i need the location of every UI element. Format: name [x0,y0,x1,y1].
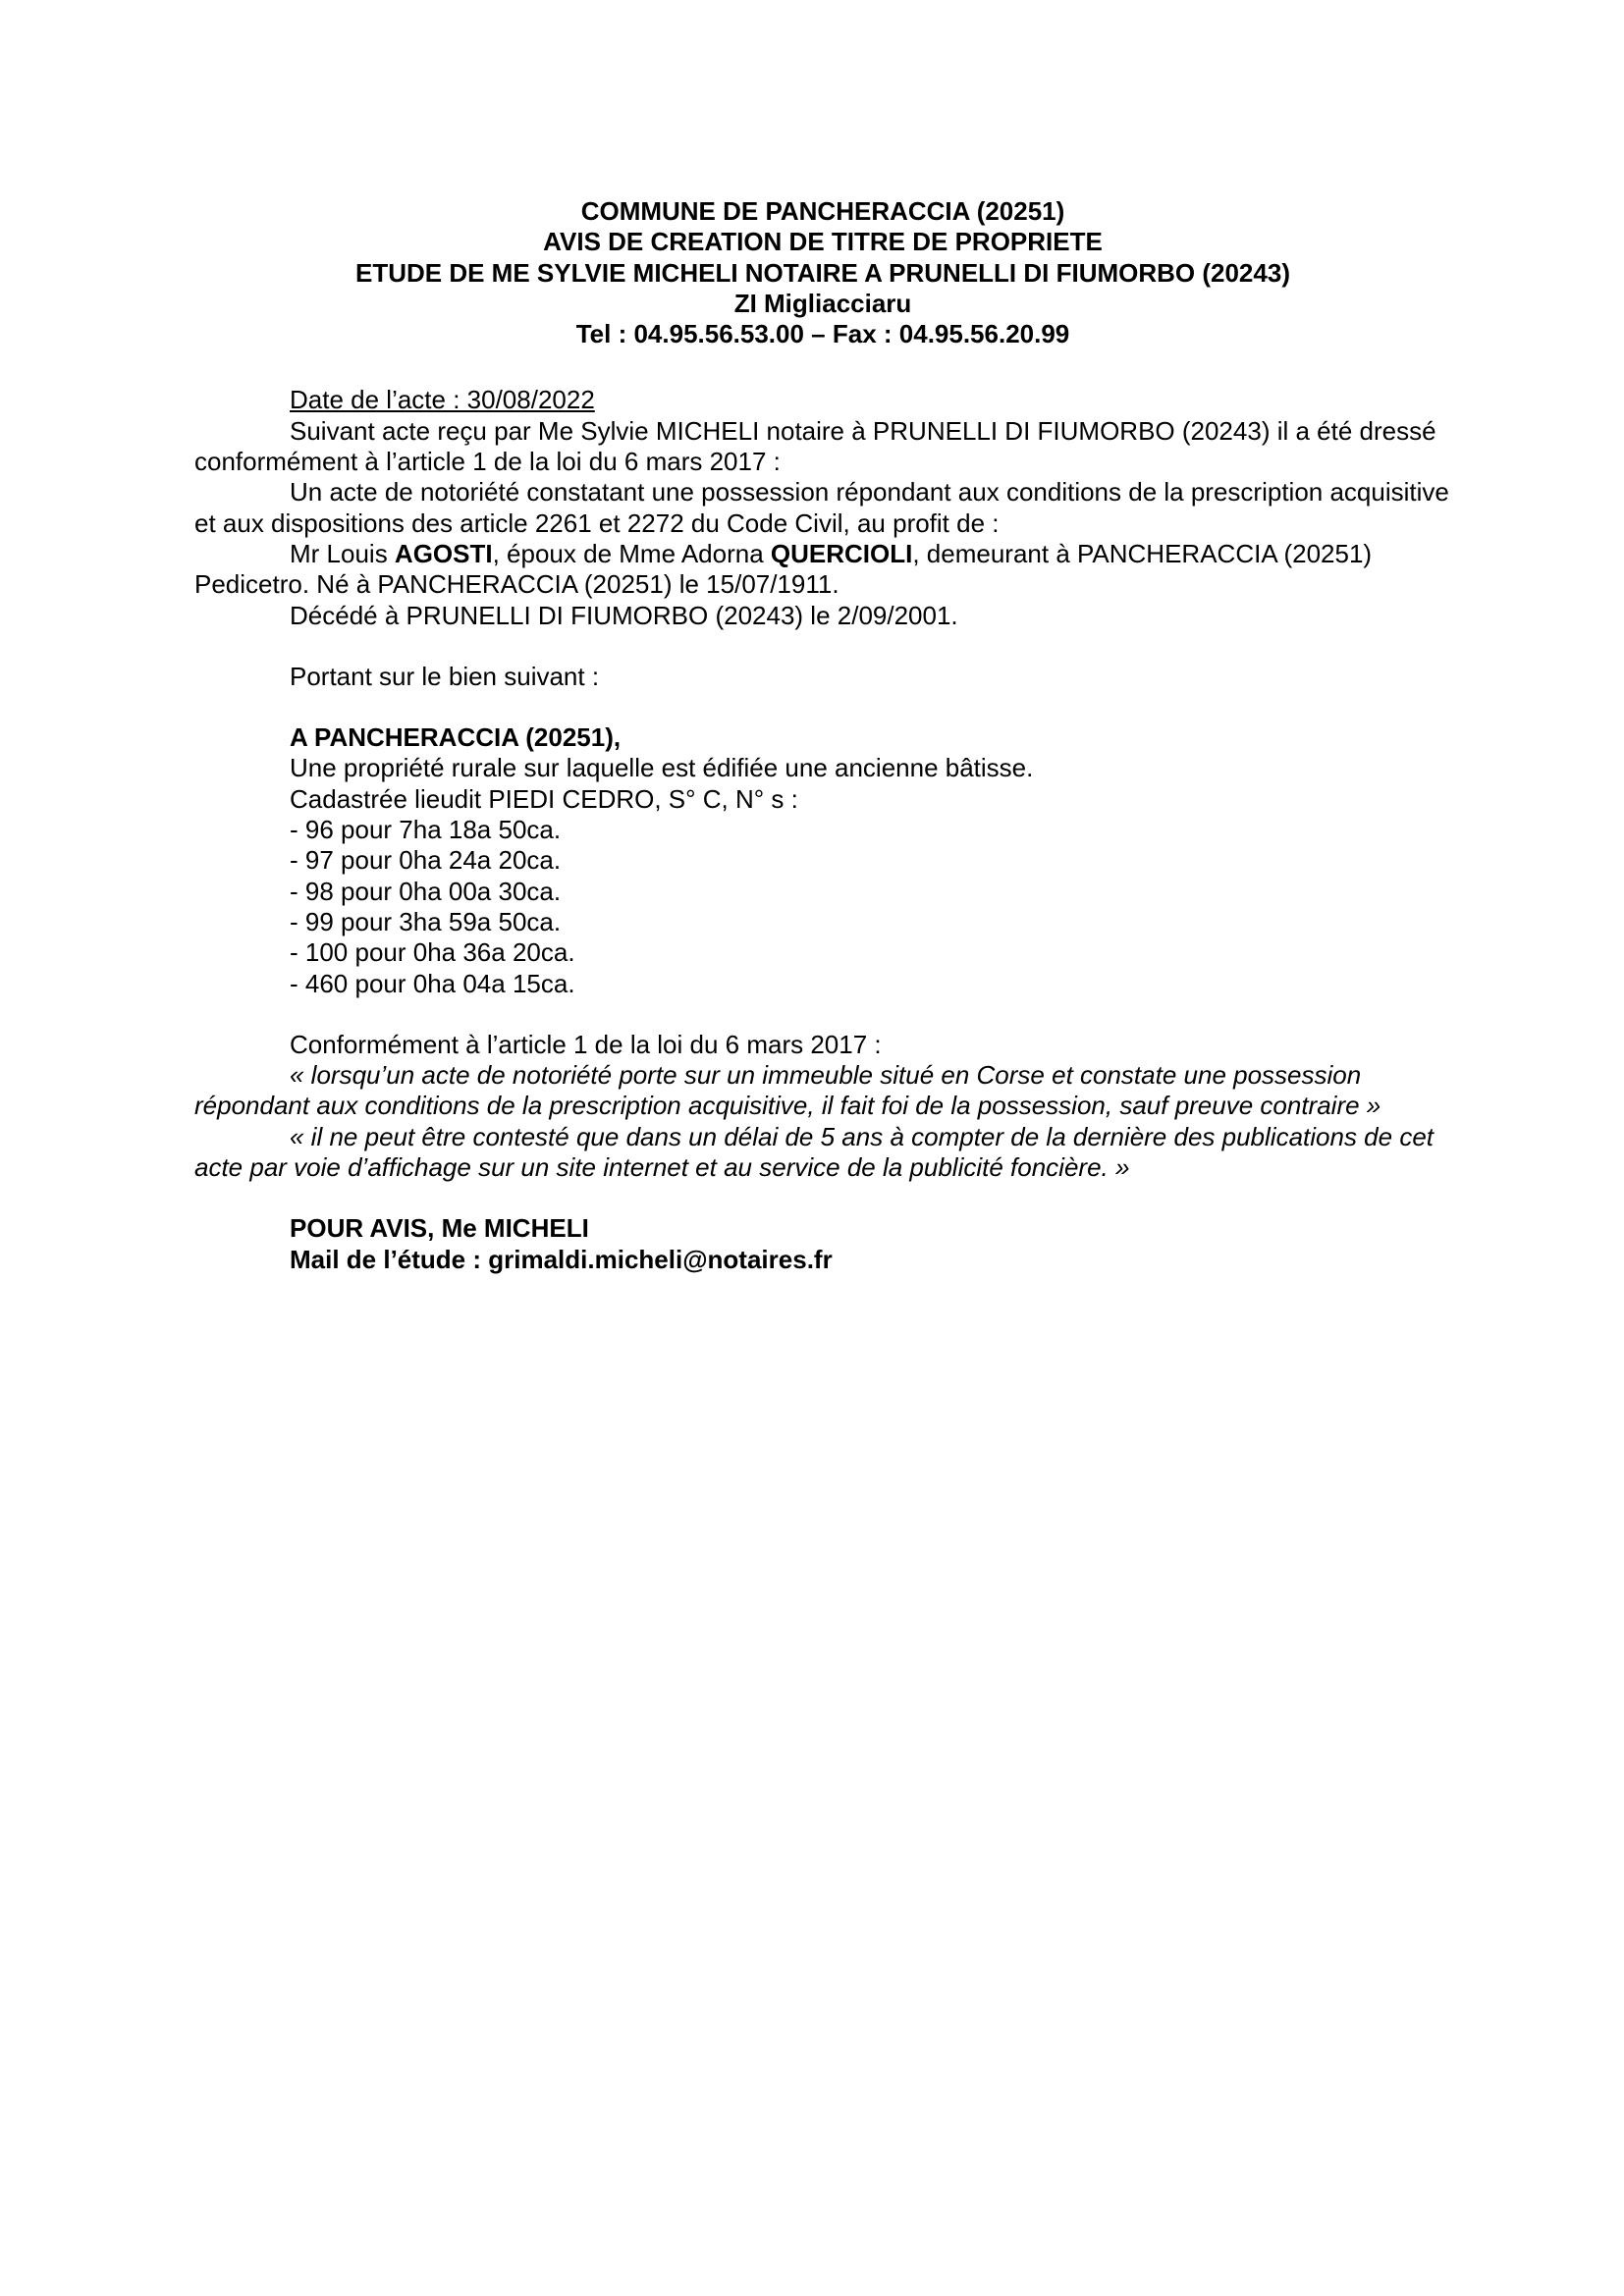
deces-line: Décédé à PRUNELLI DI FIUMORBO (20243) le 2/09/2001. [290,600,958,630]
parcel-item-96: - 96 pour 7ha 18a 50ca. [290,815,562,845]
beneficiaire-prefix: Mr Louis [290,538,395,568]
date-acte-text: Date de l’acte : 30/08/2022 [290,385,595,415]
parcel-item-460: - 460 pour 0ha 04a 15ca. [290,968,575,998]
portant-line: Portant sur le bien suivant : [290,661,600,691]
para-beneficiaire [194,539,1451,601]
pour-avis-line: POUR AVIS, Me MICHELI [290,1213,589,1244]
beneficiaire-middle: , époux de Mme Adorna [492,538,771,568]
header-line-tel-fax: Tel : 04.95.56.53.00 – Fax : 04.95.56.20.99 [575,319,1070,349]
beneficiaire-nom-quercioli: QUERCIOLI [770,538,913,568]
parcel-item-98: - 98 pour 0ha 00a 30ca. [290,876,562,906]
header-line-commune: COMMUNE DE PANCHERACCIA (20251) [580,196,1065,226]
parcel-list [194,815,1451,999]
document-header [194,196,1451,349]
document-body [194,385,1451,1274]
para-acte-notoriete: Un acte de notoriété constatant une possession répondant aux conditions de la prescription acquisitive et aux dispositions des article 2261 et 2272 du Code Civil, au profit de : [194,477,1449,538]
para-acte-recu: Suivant acte reçu par Me Sylvie MICHELI notaire à PRUNELLI DI FIUMORBO (20243) il a été dressé conformément à l’article 1 de la loi du 6 mars 2017 : [194,415,1436,477]
description-bien-line: Une propriété rurale sur laquelle est édifiée une ancienne bâtisse. [290,753,1034,783]
header-line-adresse: ZI Migliacciaru [733,288,912,318]
commune-bien-line: A PANCHERACCIA (20251), [290,722,622,753]
parcel-item-100: - 100 pour 0ha 36a 20ca. [290,937,575,968]
quote-contestation: « il ne peut être contesté que dans un délai de 5 ans à compter de la dernière des publications de cet acte par voie d’affichage sur un site internet et au service de la publicité foncière. » [194,1121,1434,1183]
date-acte-line [194,385,1451,415]
header-line-avis-titre: AVIS DE CREATION DE TITRE DE PROPRIETE [543,227,1103,257]
beneficiaire-suffix: , demeurant à PANCHERACCIA (20251) Pedicetro. Né à PANCHERACCIA (20251) le 15/07/1911. [194,538,1373,600]
mail-etude-line: Mail de l’étude : grimaldi.micheli@notaires.fr [290,1244,833,1274]
parcel-item-99: - 99 pour 3ha 59a 50ca. [290,906,562,936]
quote-possession: « lorsqu’un acte de notoriété porte sur un immeuble situé en Corse et constate une possession répondant aux conditions de la prescription acquisitive, il fait foi de la possession, sauf preuve contraire » [194,1060,1381,1121]
cadastre-intro-line: Cadastrée lieudit PIEDI CEDRO, S° C, N° s : [290,783,798,814]
parcel-item-97: - 97 pour 0ha 24a 20ca. [290,845,562,876]
header-line-etude-notaire: ETUDE DE ME SYLVIE MICHELI NOTAIRE A PRUNELLI DI FIUMORBO (20243) [355,257,1290,288]
conformement-line: Conformément à l’article 1 de la loi du 6 mars 2017 : [290,1029,882,1059]
beneficiaire-nom-agosti: AGOSTI [394,538,493,568]
